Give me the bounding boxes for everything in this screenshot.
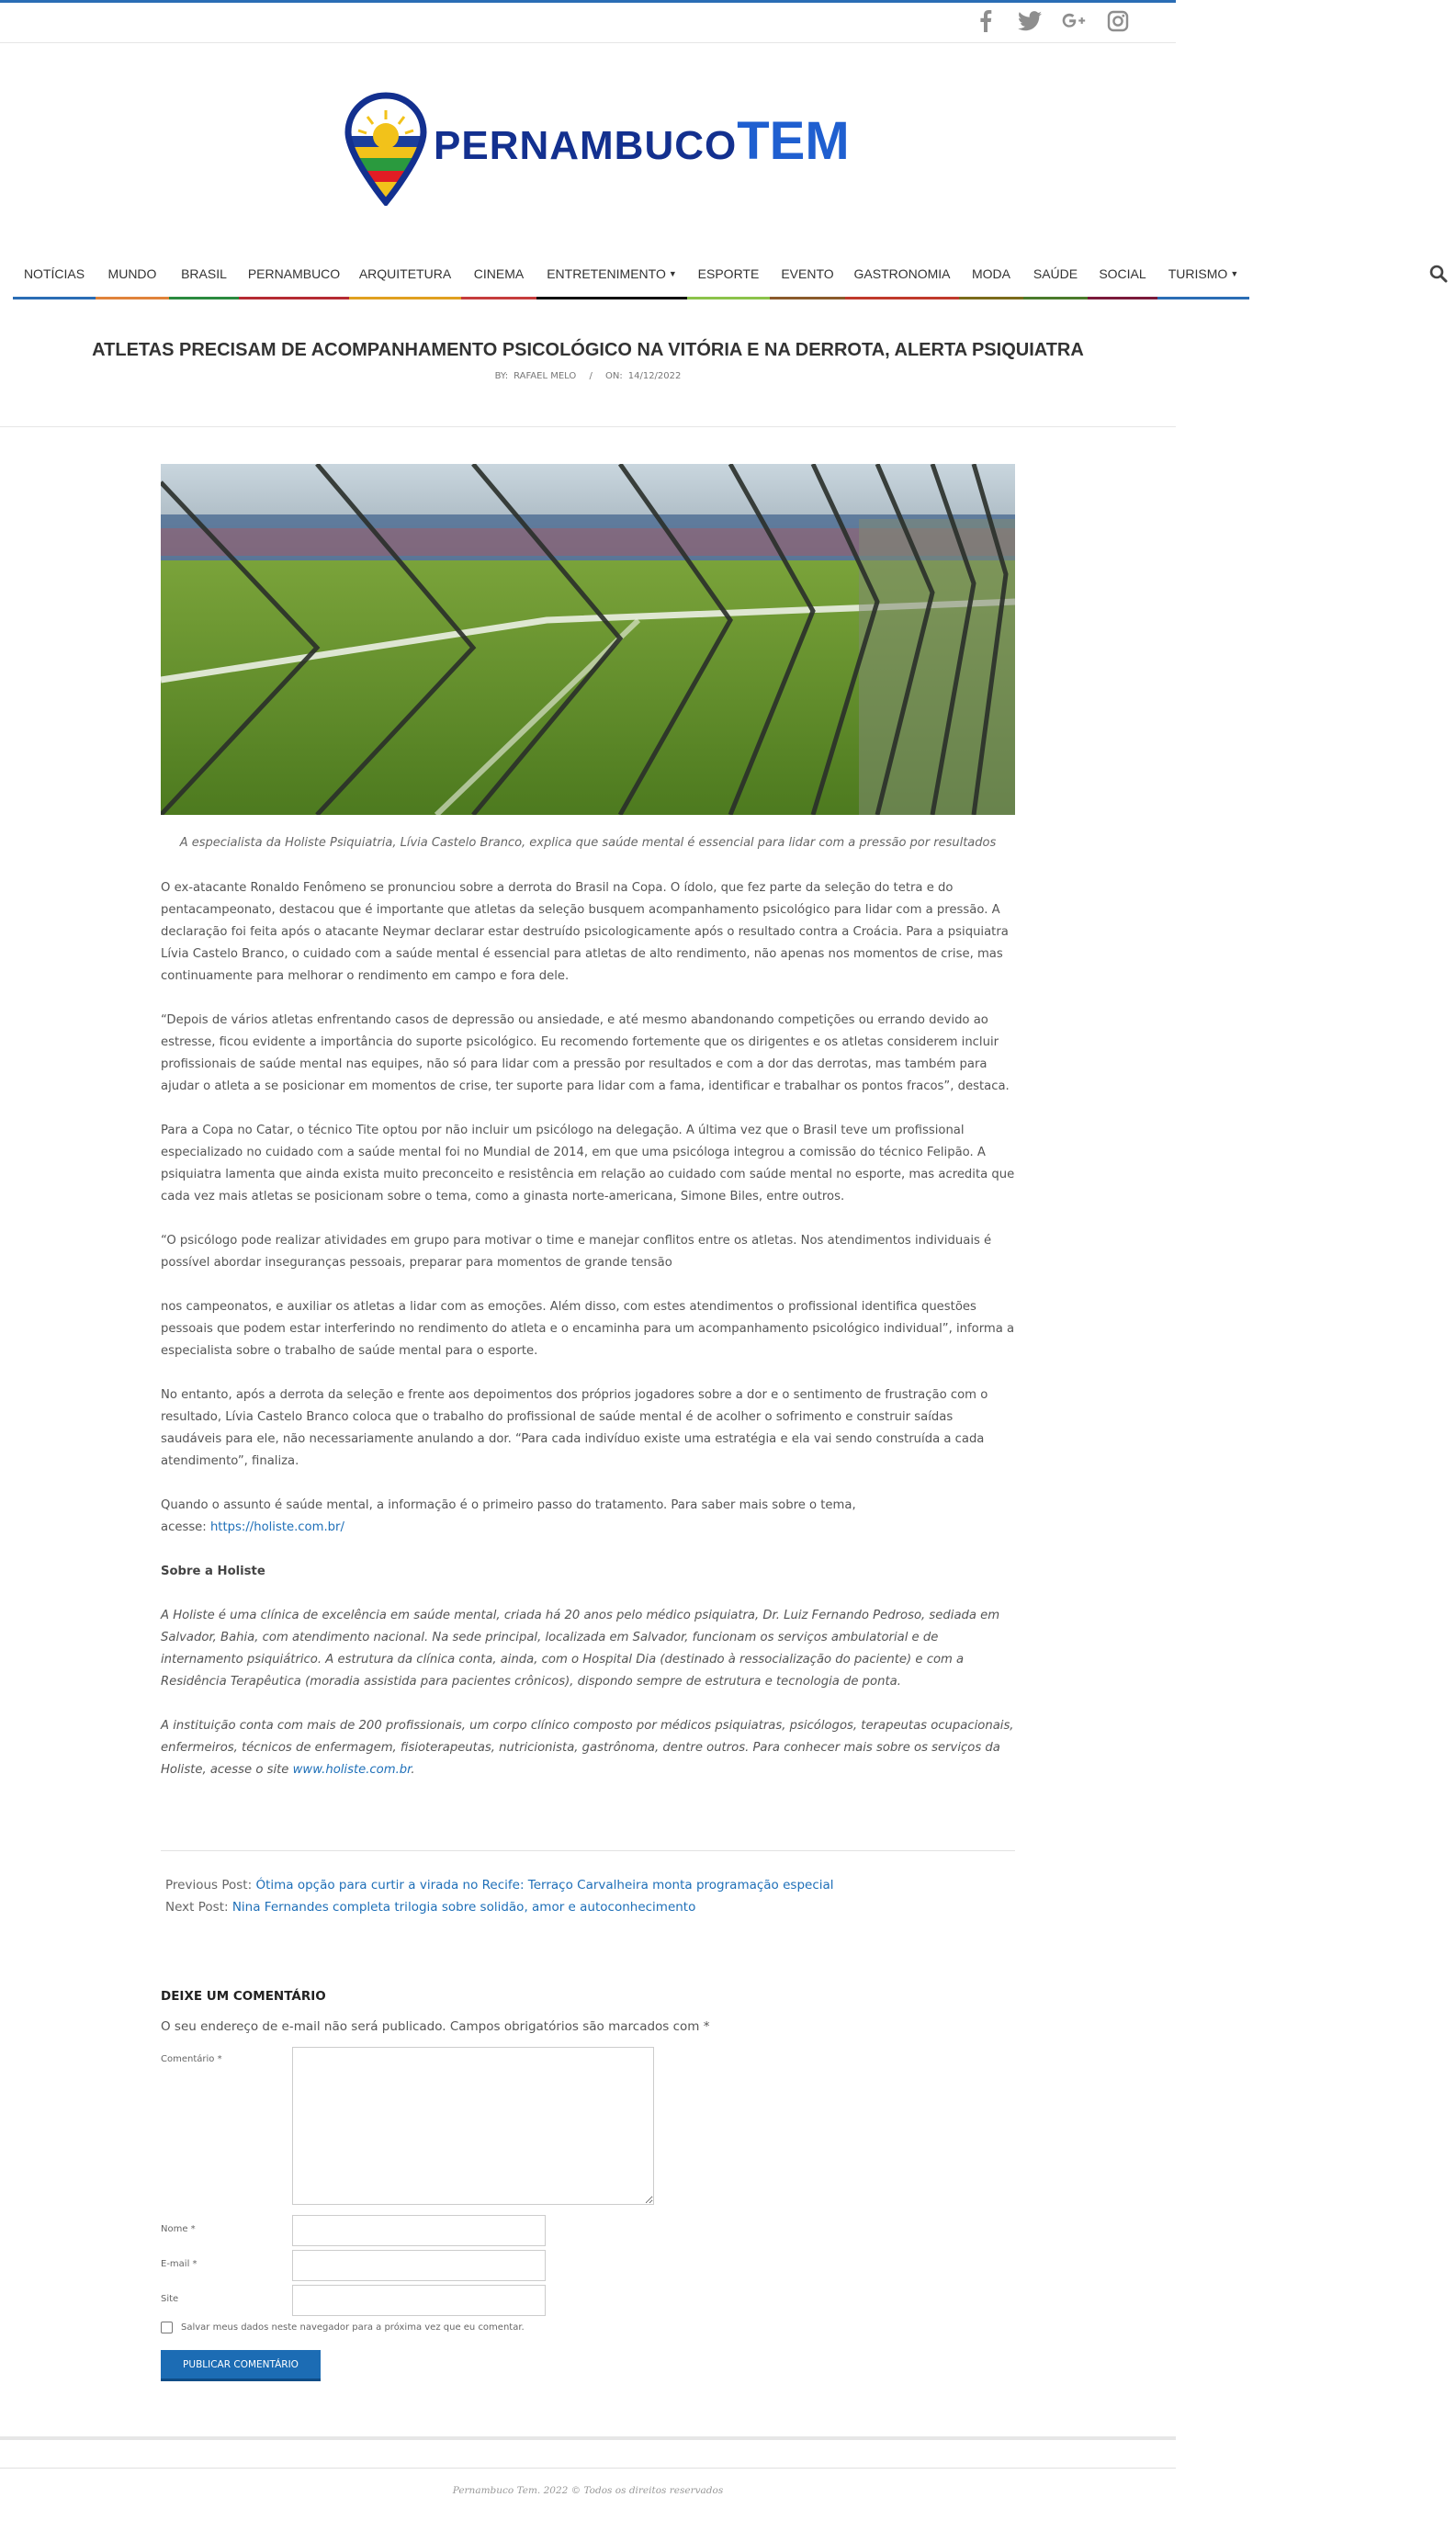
logo-word-part1: PERNAMBUCO: [434, 123, 738, 168]
nav-label: TURISMO: [1168, 266, 1228, 281]
post-navigation: [165, 1874, 834, 1918]
paragraph: Para a Copa no Catar, o técnico Tite optou por não incluir um psicólogo na delegação. A última vez que o Brasil teve um profissional especializado no cuidado com a saúde mental foi no Mundial de 2014, em que uma psicóloga integrou a comissão do técnico Felipão. A psiquiatra lamenta que ainda exista muito preconceito e resistência em relação ao cuidado com saúde mental no esporte, mas acredita que cada vez mais atletas se posicionam sobre o tema, como a ginasta norte-americana, Simone Biles, entre outros.: [161, 1124, 1015, 1203]
nav-label: MUNDO: [107, 266, 157, 281]
footer-divider: [0, 2436, 1176, 2440]
about-paragraph-2: [161, 1715, 1015, 1781]
comment-note: O seu endereço de e-mail não será publicado. Campos obrigatórios são marcados com *: [161, 2019, 710, 2034]
nav-item-esporte[interactable]: [687, 250, 770, 299]
on-label: ON:: [605, 371, 623, 381]
comment-label: Comentário *: [161, 2054, 222, 2064]
closing-text: Quando o assunto é saúde mental, a informação é o primeiro passo do tratamento. Para saber mais sobre o tema,: [161, 1498, 856, 1512]
paragraph: “Depois de vários atletas enfrentando casos de depressão ou ansiedade, e até mesmo abandonando competições ou errando devido ao estresse, ficou evidente a importância do suporte psicológico. Eu recomendo fortemente que os dirigentes e os atletas considerem incluir profissionais de saúde mental nas equipes, não só para lidar com a pressão por resultados e com a dor das derrotas, mas também para ajudar o atleta a se posicionar em momentos de crise, ter suporte para lidar com a fama, identificar e trabalhar os pontos fracos”, destaca.: [161, 1013, 1010, 1093]
meta-separator: /: [589, 371, 593, 381]
nav-item-entretenimento[interactable]: [536, 250, 687, 299]
search-icon[interactable]: [1429, 265, 1448, 283]
nav-item-arquitetura[interactable]: [349, 250, 461, 299]
comment-heading: DEIXE UM COMENTÁRIO: [161, 1989, 326, 2004]
nav-item-noticias[interactable]: [13, 250, 96, 299]
nav-item-turismo[interactable]: [1157, 250, 1249, 299]
save-data-label: Salvar meus dados neste navegador para a próxima vez que eu comentar.: [181, 2322, 525, 2333]
nav-item-pernambuco[interactable]: [239, 250, 349, 299]
nav-item-social[interactable]: [1088, 250, 1157, 299]
previous-post: [165, 1874, 834, 1896]
holiste-link[interactable]: https://holiste.com.br/: [209, 1520, 344, 1534]
nav-item-cinema[interactable]: [461, 250, 536, 299]
name-label: Nome *: [161, 2224, 196, 2234]
nav-label: SAÚDE: [1033, 266, 1078, 281]
nav-item-evento[interactable]: [770, 250, 845, 299]
nav-label: ENTRETENIMENTO: [547, 266, 666, 281]
previous-post-link[interactable]: Ótima opção para curtir a virada no Recife: Terraço Carvalheira monta programação especial: [255, 1878, 834, 1893]
main-nav: [13, 250, 1249, 299]
nav-label: MODA: [972, 266, 1010, 281]
header-divider: [0, 42, 1176, 43]
nav-label: BRASIL: [181, 266, 227, 281]
about-paragraph: A Holiste é uma clínica de excelência em saúde mental, criada há 20 anos pelo médico psiquiatra, Dr. Luiz Fernando Pedroso, sediada em Salvador, Bahia, com atendimento nacional. Na sede principal, localizada em Salvador, funcionam os serviços ambulatorial e de internamento psiquiátrico. A estrutura da clínica conta, ainda, com o Hospital Dia (destinado à ressocialização do paciente) e com a Residência Terapêutica (moradia assistida para pacientes crônicos), dispondo sempre de estrutura e tecnologia de ponta.: [161, 1609, 1000, 1689]
paragraph: O ex-atacante Ronaldo Fenômeno se pronunciou sobre a derrota do Brasil na Copa. O ídolo, que fez parte da seleção do tetra e do pentacampeonato, destacou que é importante que atletas da seleção busquem acompanhamento psicológico para lidar com a pressão. A declaração foi feita após o atacante Neymar declarar estar destruído psicologicamente após o resultado contra a Croácia. Para a psiquiatra Lívia Castelo Branco, o cuidado com a saúde mental é essencial para atletas de alto rendimento, não apenas nos momentos de crise, mas continuamente para melhorar o rendimento em campo e fora dele.: [161, 881, 1009, 983]
social-links: [974, 9, 1130, 33]
next-post-link[interactable]: Nina Fernandes completa trilogia sobre solidão, amor e autoconhecimento: [231, 1900, 696, 1915]
caret-down-icon: ▼: [1230, 268, 1239, 278]
email-input[interactable]: [292, 2250, 546, 2281]
post-author[interactable]: RAFAEL MELO: [514, 371, 577, 381]
image-caption: A especialista da Holiste Psiquiatria, Lívia Castelo Branco, explica que saúde mental é essencial para lidar com a pressão por resultados: [179, 836, 997, 850]
location-pin-logo-icon: [344, 92, 427, 206]
name-input[interactable]: [292, 2215, 546, 2246]
nav-item-brasil[interactable]: [169, 250, 239, 299]
nav-label: CINEMA: [473, 266, 525, 281]
next-post: [165, 1896, 834, 1918]
site-label: Site: [161, 2294, 179, 2304]
next-label: Next Post:: [165, 1900, 232, 1915]
top-accent-line: [0, 0, 1176, 3]
post-meta: [0, 371, 1176, 381]
nav-label: EVENTO: [781, 266, 834, 281]
email-label: E-mail *: [161, 2259, 198, 2269]
about-end: .: [411, 1763, 415, 1777]
save-data-checkbox[interactable]: [161, 2322, 173, 2333]
closing-paragraph: [161, 1495, 1015, 1539]
footer-divider-thin: [0, 2468, 1176, 2469]
by-label: BY:: [494, 371, 509, 381]
about-heading: Sobre a Holiste: [161, 1565, 265, 1578]
about-text: A instituição conta com mais de 200 profissionais, um corpo clínico composto por médicos psiquiatras, psicólogos, terapeutas ocupacionais, enfermeiros, técnicos de enfermagem, fisioterapeutas, nutricionista, gastrônoma, dentre outros. Para conhecer mais sobre os serviços da Holiste, acesse o site: [161, 1719, 1014, 1777]
comment-textarea[interactable]: [292, 2047, 654, 2205]
instagram-icon[interactable]: [1106, 9, 1130, 33]
closing-prefix: acesse:: [161, 1520, 210, 1534]
logo-wordmark: [434, 110, 850, 172]
site-input[interactable]: [292, 2285, 546, 2316]
facebook-icon[interactable]: [974, 9, 998, 33]
nav-label: NOTÍCIAS: [23, 266, 85, 281]
nav-label: ESPORTE: [697, 266, 760, 281]
title-divider: [0, 426, 1176, 427]
post-body: [161, 877, 1015, 1803]
paragraph: nos campeonatos, e auxiliar os atletas a lidar com as emoções. Além disso, com estes atendimentos o profissional identifica questões pessoais que podem estar interferindo no rendimento do atleta e o encaminha para um acompanhamento psicológico individual”, informa a especialista sobre o trabalho de saúde mental para o esporte.: [161, 1300, 1015, 1358]
twitter-icon[interactable]: [1018, 9, 1042, 33]
paragraph: No entanto, após a derrota da seleção e frente aos depoimentos dos próprios jogadores sobre a dor e o sentimento de frustração com o resultado, Lívia Castelo Branco coloca que o trabalho do profissional de saúde mental é de acolher o sofrimento e construir saídas saudáveis para ele, não necessariamente anulando a dor. “Para cada indivíduo existe uma estratégia e ela vai sendo construída a cada atendimento”, finaliza.: [161, 1388, 988, 1468]
previous-label: Previous Post:: [165, 1878, 256, 1893]
nav-label: GASTRONOMIA: [853, 266, 951, 281]
nav-item-gastronomia[interactable]: [845, 250, 959, 299]
nav-label: PERNAMBUCO: [247, 266, 341, 281]
paragraph: “O psicólogo pode realizar atividades em grupo para motivar o time e manejar conflitos entre os atletas. Nos atendimentos individuais é possível abordar inseguranças pessoais, preparar para momentos de grande tensão: [161, 1234, 992, 1270]
post-title: ATLETAS PRECISAM DE ACOMPANHAMENTO PSICOLÓGICO NA VITÓRIA E NA DERROTA, ALERTA PSIQUIATRA: [92, 340, 1084, 360]
nav-item-saude[interactable]: [1023, 250, 1088, 299]
nav-item-mundo[interactable]: [96, 250, 169, 299]
post-nav-divider: [161, 1850, 1015, 1851]
featured-image: [161, 464, 1015, 815]
holiste-site-link[interactable]: www.holiste.com.br: [292, 1763, 412, 1777]
submit-comment-button[interactable]: PUBLICAR COMENTÁRIO: [161, 2350, 321, 2381]
post-date: 14/12/2022: [627, 371, 682, 381]
google-plus-icon[interactable]: [1062, 9, 1086, 33]
logo-word-part2: TEM: [737, 111, 850, 171]
nav-label: ARQUITETURA: [358, 266, 452, 281]
nav-label: SOCIAL: [1099, 266, 1146, 281]
site-logo[interactable]: [344, 92, 850, 206]
caret-down-icon: ▼: [668, 268, 677, 278]
nav-item-moda[interactable]: [959, 250, 1023, 299]
footer-copyright: Pernambuco Tem. 2022 © Todos os direitos reservados: [452, 2485, 724, 2496]
